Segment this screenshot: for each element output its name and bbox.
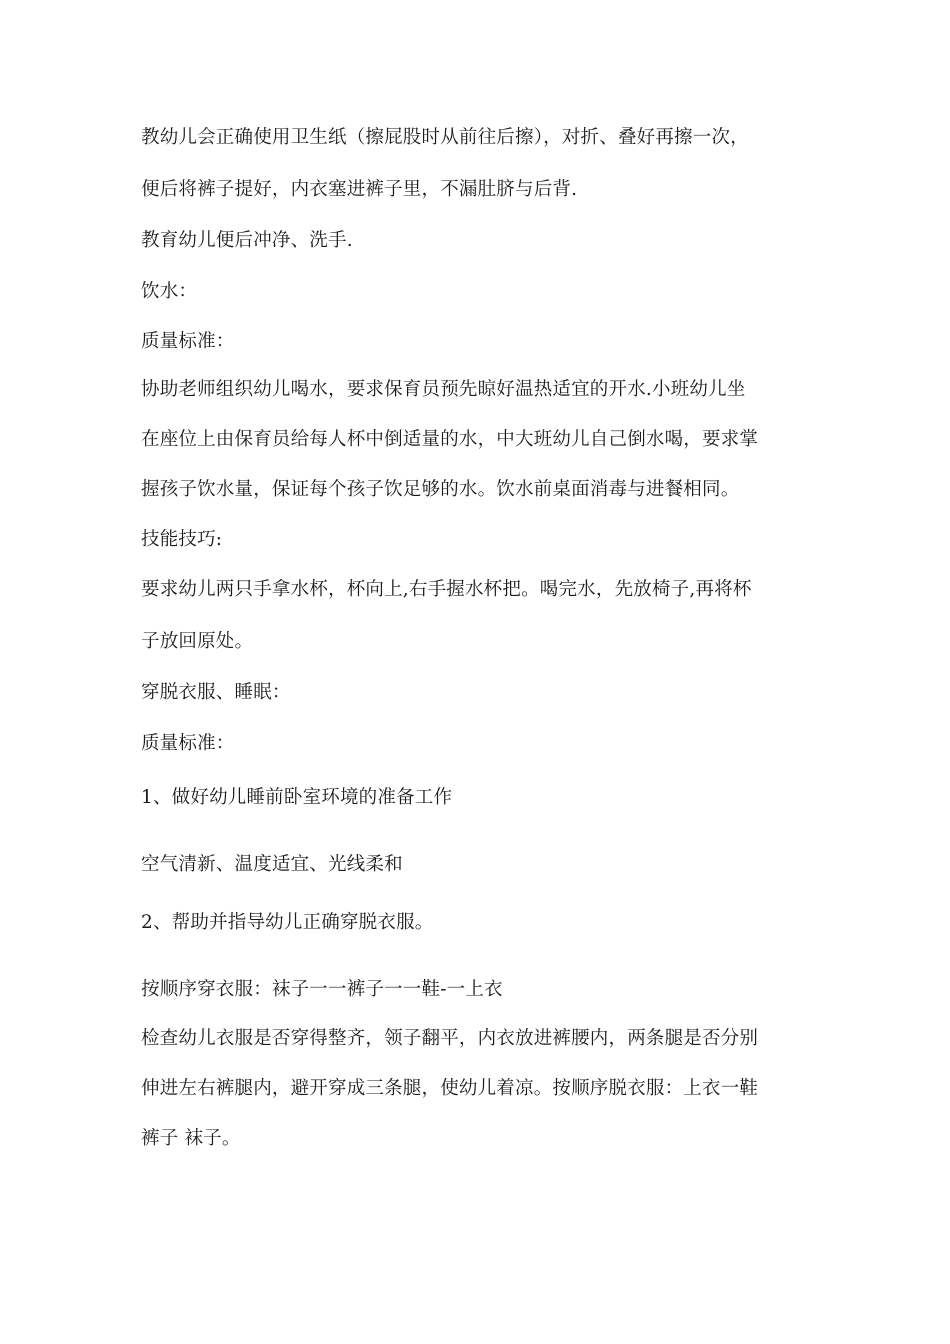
subsection-heading: 技能技巧: bbox=[141, 529, 223, 550]
paragraph-line: 按顺序穿衣服：袜子一一裤子一一鞋-一上衣 bbox=[141, 979, 503, 1000]
paragraph-line: 握孩子饮水量，保证每个孩子饮足够的水。饮水前桌面消毒与进餐相同。 bbox=[141, 479, 740, 500]
paragraph-line: 子放回原处。 bbox=[141, 631, 254, 652]
paragraph-line: 裤子 袜子。 bbox=[141, 1128, 241, 1149]
section-heading: 穿脱衣服、睡眠： bbox=[141, 682, 291, 703]
subsection-heading: 质量标准： bbox=[141, 331, 235, 352]
paragraph-line: 在座位上由保育员给每人杯中倒适量的水，中大班幼儿自己倒水喝，要求掌 bbox=[141, 429, 759, 450]
list-item: 2、帮助并指导幼儿正确穿脱衣服。 bbox=[141, 912, 434, 933]
subsection-heading: 质量标准： bbox=[141, 733, 235, 754]
list-item: 1、做好幼儿睡前卧室环境的准备工作 bbox=[141, 787, 453, 808]
paragraph-line: 检查幼儿衣服是否穿得整齐，领子翻平，内衣放进裤腰内，两条腿是否分别 bbox=[141, 1028, 759, 1049]
paragraph-line: 便后将裤子提好，内衣塞进裤子里，不漏肚脐与后背. bbox=[141, 179, 578, 200]
section-heading: 饮水： bbox=[141, 281, 198, 302]
paragraph-line: 要求幼儿两只手拿水杯，杯向上,右手握水杯把。喝完水，先放椅子,再将杯 bbox=[141, 579, 752, 600]
paragraph-line: 伸进左右裤腿内，避开穿成三条腿，使幼儿着凉。按顺序脱衣服：上衣一鞋 bbox=[141, 1078, 759, 1099]
paragraph-line: 教幼儿会正确使用卫生纸（擦屁股时从前往后擦），对折、叠好再擦一次， bbox=[141, 127, 749, 148]
paragraph-line: 教育幼儿便后冲净、洗手. bbox=[141, 230, 353, 251]
paragraph-line: 协助老师组织幼儿喝水，要求保育员预先晾好温热适宜的开水.小班幼儿坐 bbox=[141, 379, 746, 400]
paragraph-line: 空气清新、温度适宜、光线柔和 bbox=[141, 854, 403, 875]
